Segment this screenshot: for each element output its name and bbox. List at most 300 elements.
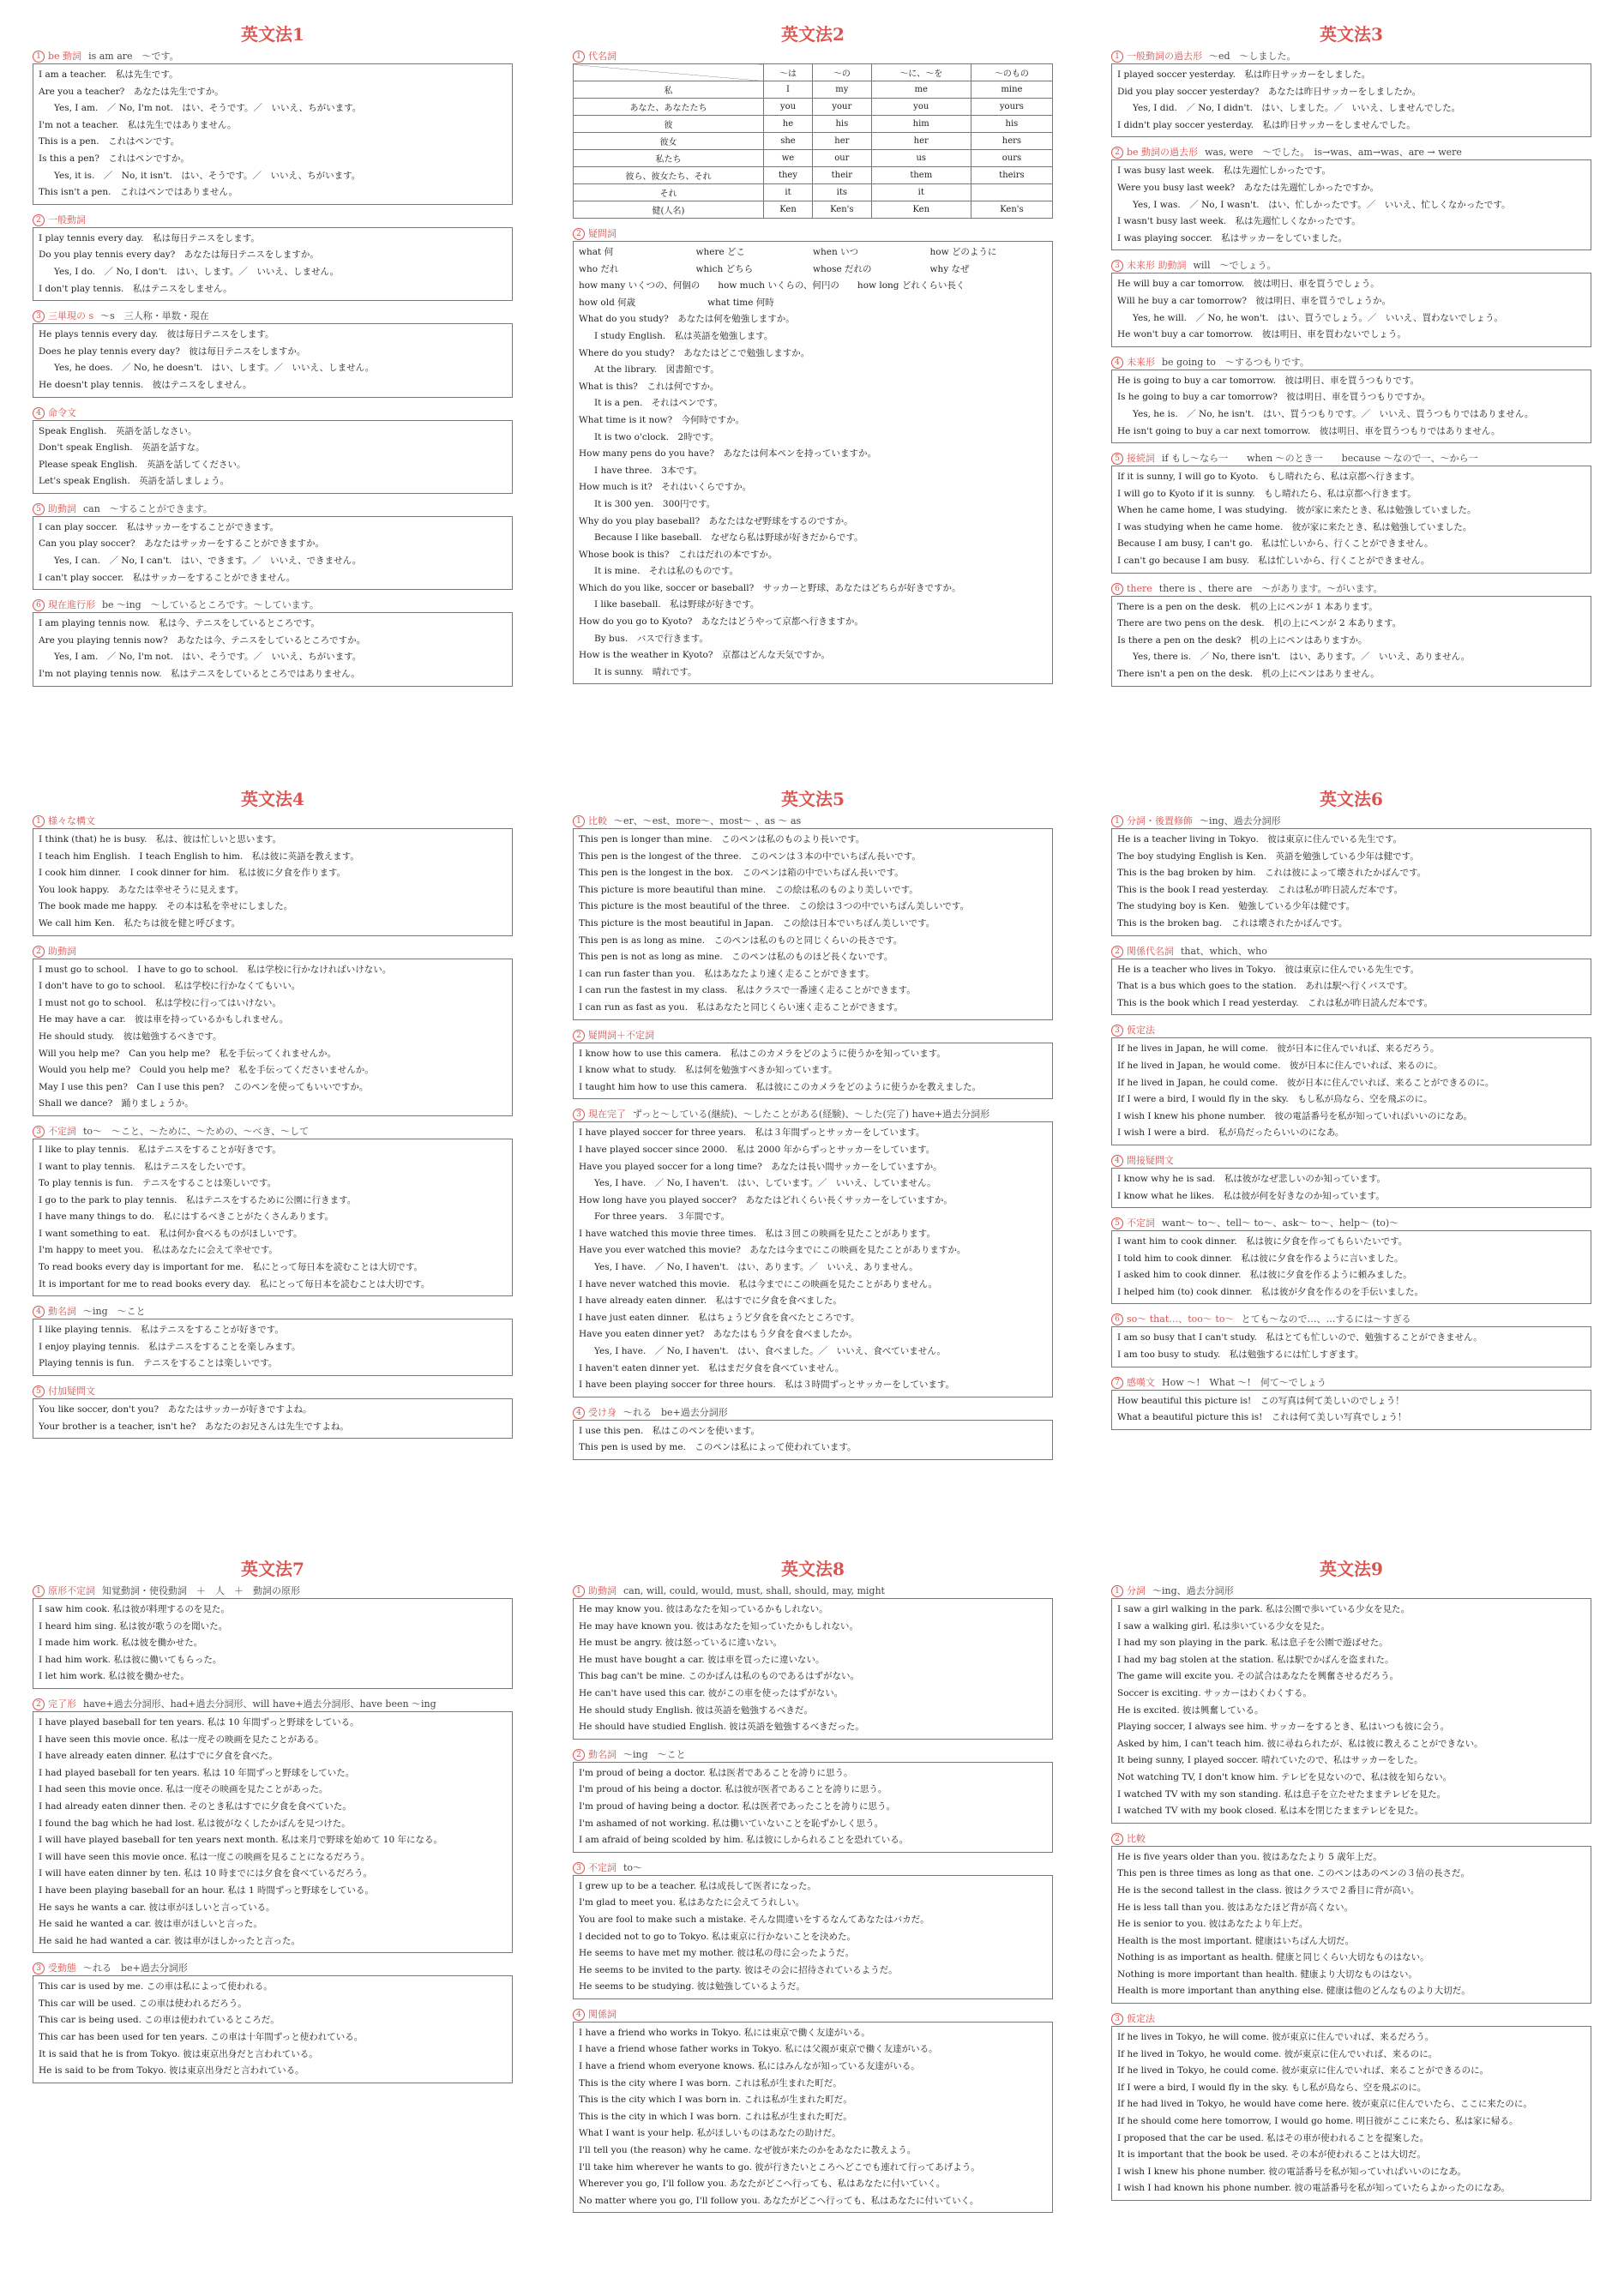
table-cell: あなた、あなたたち xyxy=(574,99,764,116)
section-number: 2 xyxy=(1111,946,1123,958)
sentence-line: I wish I knew his phone number. 彼の電話番号を私が知っていればいいのになあ。 xyxy=(1117,2166,1466,2177)
sentence-line: I am playing tennis now. 私は今、テニスをしているところです。 xyxy=(39,618,320,629)
sentence-line: I had him work. 私は彼に働いてもらった。 xyxy=(39,1654,222,1665)
sentence-line: I have been playing baseball for an hour. 私は 1 時間ずっと野球をしている。 xyxy=(39,1884,374,1896)
grammar-section xyxy=(573,1748,1053,1853)
table-cell: her xyxy=(871,133,971,150)
sentence-line: He is said to be from Tokyo. 彼は東京出身だと言われている。 xyxy=(39,2065,304,2077)
sentence-line: If he lives in Tokyo, he will come. 彼が東京に住んでいれば、来るだろう。 xyxy=(1117,2032,1435,2043)
section-heading xyxy=(573,50,1053,63)
table-cell: 私たち xyxy=(574,150,764,167)
table-cell: theirs xyxy=(971,167,1052,184)
sentence-line: Yes, he does. ／ No, he doesn't. はい、します。／ いいえ、しません。 xyxy=(54,363,375,374)
section-title: 一般動詞 xyxy=(48,213,86,225)
sentence-line: Wherever you go, I'll follow you. あなたがどこへ行っても、私はあなたに付いていく。 xyxy=(579,2179,946,2190)
table-row xyxy=(574,167,1053,184)
table-header-cell: 〜のもの xyxy=(971,64,1052,81)
section-title: 不定詞 xyxy=(588,1861,617,1873)
sentence-line: What is this? これは何ですか。 xyxy=(579,381,719,392)
section-note: 〜ing、過去分詞形 xyxy=(1200,815,1281,826)
sentence-line: If he had lived in Tokyo, he would have come here. 彼が東京に住んでいたら、ここに来たのに。 xyxy=(1117,2099,1532,2110)
table-cell: Ken xyxy=(871,201,971,219)
sentence-line: I have already eaten dinner. 私はすでに夕食を食べました。 xyxy=(579,1295,842,1307)
section-heading xyxy=(33,1125,513,1139)
sentence-line: This is the city in which I was born. これは私が生まれた町だ。 xyxy=(579,2111,852,2122)
sentence-line: I am so busy that I can't study. 私はとても忙しいので、勉強することができません。 xyxy=(1117,1332,1483,1343)
sentence-line: If he lived in Tokyo, he would come. 彼が東京に住んでいれば、来るのに。 xyxy=(1117,2048,1438,2059)
sentence-box xyxy=(33,1398,513,1439)
sentence-line: I have been playing soccer for three hours. 私は３時間ずっとサッカーをしています。 xyxy=(579,1379,954,1391)
sentence-line: This bag can't be mine. このかばんは私のものであるはずがない。 xyxy=(579,1671,859,1682)
sentence-line: He will buy a car tomorrow. 彼は明日、車を買うでしょう。 xyxy=(1117,279,1380,290)
section-heading xyxy=(1111,1024,1591,1037)
section-note: How 〜! What 〜! 何て〜でしょう xyxy=(1162,1376,1326,1388)
sentence-line: How much is it? それはいくらですか。 xyxy=(579,482,752,493)
sentence-line: Your brother is a teacher, isn't he? あなたのお兄さんは先生ですよね。 xyxy=(39,1421,349,1432)
table-header-cell: 〜の xyxy=(813,64,872,81)
section-title: 様々な構文 xyxy=(48,815,95,826)
sentence-line: I can run faster than you. 私はあなたより速く走ることができます。 xyxy=(579,968,875,979)
section-note: is am are 〜です。 xyxy=(88,51,179,62)
sentence-line: Playing soccer, I always see him. サッカーをするとき、私はいつも彼に会う。 xyxy=(1117,1722,1450,1733)
table-row xyxy=(574,184,1053,201)
sentence-line: It is important for me to read books every day. 私にとって毎日本を読むことは大切です。 xyxy=(39,1278,430,1289)
section-title: 受動態 xyxy=(48,1962,76,1974)
sentence-line: I enjoy playing tennis. 私はテニスをすることを楽しみます。 xyxy=(39,1341,301,1352)
sentence-line: This is the book I read yesterday. これは私が昨日読んだ本です。 xyxy=(1117,884,1404,895)
sentence-line: I will go to Kyoto if it is sunny. もし晴れたら、私は京都へ行きます。 xyxy=(1117,488,1416,499)
sentence-line: You look happy. あなたは幸せそうに見えます。 xyxy=(39,884,244,895)
sentence-line: I am a teacher. 私は先生です。 xyxy=(39,69,178,80)
sentence-box xyxy=(33,1139,513,1296)
table-cell: your xyxy=(813,99,872,116)
sentence-box xyxy=(573,1762,1053,1853)
section-note: was, were 〜でした。 is→was、am→was、are → were xyxy=(1205,147,1462,159)
grammar-section xyxy=(33,310,513,397)
sentence-line: You are fool to make such a mistake. そんな間違いをするなんてあなたはバカだ。 xyxy=(579,1914,929,1925)
table-cell: hers xyxy=(971,133,1052,150)
question-word: when いつ xyxy=(813,247,859,257)
grammar-section xyxy=(1111,1024,1591,1145)
section-note: if もし〜なら一 when 〜のとき一 because 〜なので一、〜から一 xyxy=(1162,453,1478,465)
sentence-line: I can't go because I am busy. 私は忙しいから、行くことができません。 xyxy=(1117,556,1430,567)
sentence-line: He is senior to you. 彼はあなたより年上だ。 xyxy=(1117,1919,1308,1930)
sentence-line: Have you eaten dinner yet? あなたはもう夕食を食べましたか。 xyxy=(579,1329,857,1340)
sentence-line: I go to the park to play tennis. 私はテニスをするために公園に行きます。 xyxy=(39,1194,357,1205)
section-number: 4 xyxy=(33,407,45,419)
section-note: 〜er、〜est、more〜、most〜 、as 〜 as xyxy=(614,815,802,826)
table-cell: ours xyxy=(971,150,1052,167)
section-number: 3 xyxy=(573,1862,585,1874)
grammar-section xyxy=(33,502,513,590)
grammar-section xyxy=(1111,356,1591,443)
sentence-line: This is the city where I was born. これは私が生まれた町だ。 xyxy=(579,2077,842,2089)
section-title: 原形不定詞 xyxy=(48,1585,95,1596)
section-heading xyxy=(33,1385,513,1398)
sentence-line: There isn't a pen on the desk. 机の上にペンはありません。 xyxy=(1117,669,1380,680)
sentence-line: How do you go to Kyoto? あなたはどうやって京都へ行きますか。 xyxy=(579,616,863,628)
sentence-line: This picture is the most beautiful in Japan. この絵は日本でいちばん美しいです。 xyxy=(579,917,935,929)
section-heading xyxy=(573,1748,1053,1762)
sentence-line: I told him to cook dinner. 私は彼に夕食を作るように言いました。 xyxy=(1117,1253,1404,1264)
sentence-line: I teach him English. I teach English to him. 私は彼に英語を教えます。 xyxy=(39,850,359,862)
sentence-line: I saw a walking girl. 私は歩いている少女を見た。 xyxy=(1117,1620,1330,1632)
sentence-box xyxy=(33,323,513,397)
grammar-section xyxy=(1111,1376,1591,1430)
sentence-line: I have just eaten dinner. 私はちょうど夕食を食べたところです。 xyxy=(579,1312,860,1323)
sentence-line: Yes, I have. ／ No, I haven't. はい、あります。／ いいえ、ありません。 xyxy=(594,1262,918,1273)
sentence-line: I can run the fastest in my class. 私はクラスで一番速く走ることができます。 xyxy=(579,985,916,996)
sentence-line: Where do you study? あなたはどこで勉強しますか。 xyxy=(579,347,810,358)
section-number: 2 xyxy=(1111,147,1123,159)
sentence-line: I like to play tennis. 私はテニスをすることが好きです。 xyxy=(39,1144,281,1155)
grammar-page-2 xyxy=(573,24,1053,693)
section-number: 3 xyxy=(573,1109,585,1121)
section-note: that、which、who xyxy=(1181,945,1267,957)
table-cell: her xyxy=(813,133,872,150)
sentence-line: I wish I were a bird. 私が鳥だったらいいのになあ。 xyxy=(1117,1127,1344,1139)
table-cell: 彼 xyxy=(574,116,764,133)
section-note: 知覚動詞・使役動詞 ＋ 人 ＋ 動詞の原形 xyxy=(102,1585,300,1596)
sentence-line: I want something to eat. 私は何か食べるものがほしいです。 xyxy=(39,1228,303,1239)
sentence-line: I know how to use this camera. 私はこのカメラをどのように使うかを知っています。 xyxy=(579,1048,946,1059)
sentence-box xyxy=(1111,466,1591,574)
section-note: 〜れる be+過去分詞形 xyxy=(623,1406,728,1418)
section-number: 1 xyxy=(573,51,585,63)
sentence-line: How long have you played soccer? あなたはどれくらい長くサッカーをしていますか。 xyxy=(579,1194,953,1205)
sentence-line: Yes, it is. ／ No, it isn't. はい、そうです。／ いいえ、ちがいます。 xyxy=(54,170,361,181)
section-title: 関係代名詞 xyxy=(1127,945,1174,957)
section-note: to〜 xyxy=(623,1861,643,1873)
sentence-line: What I want is your help. 私がほしいものはあなたの助けだ。 xyxy=(579,2128,841,2139)
table-row xyxy=(574,81,1053,99)
sentence-box xyxy=(33,1319,513,1376)
sentence-line: Does he play tennis every day? 彼は毎日テニスをしますか。 xyxy=(39,346,306,357)
grammar-section xyxy=(573,1861,1053,1999)
table-cell: you xyxy=(763,99,812,116)
sentence-line: I have a friend whose father works in Tokyo. 私には父親が東京で働く友達がいる。 xyxy=(579,2044,938,2055)
section-number: 2 xyxy=(573,1749,585,1761)
sentence-box xyxy=(573,1598,1053,1740)
table-cell: its xyxy=(813,184,872,201)
sentence-line: He said he had wanted a car. 彼は車がほしかったと言った。 xyxy=(39,1935,300,1946)
table-cell: I xyxy=(763,81,812,99)
section-note: 〜れる be+過去分詞形 xyxy=(83,1962,188,1974)
grammar-section xyxy=(1111,1584,1591,1824)
sentence-line: I study English. 私は英語を勉強します。 xyxy=(594,330,773,341)
sentence-line: Whose book is this? これはだれの本ですか。 xyxy=(579,549,778,560)
sentence-line: I had my son playing in the park. 私は息子を公園で遊ばせた。 xyxy=(1117,1638,1388,1649)
section-note: there is 、there are 〜があります。〜がいます。 xyxy=(1158,582,1383,594)
section-number: 2 xyxy=(1111,1833,1123,1845)
sentence-line: He is a teacher living in Tokyo. 彼は東京に住んでいる先生です。 xyxy=(1117,834,1403,844)
sentence-line: Yes, there is. ／ No, there isn't. はい、あります。／ いいえ、ありません。 xyxy=(1133,652,1471,663)
section-heading xyxy=(1111,1376,1591,1390)
sentence-line: If I were a bird, I would fly in the sky. もし私が鳥なら、空を飛ぶのに。 xyxy=(1117,1094,1433,1105)
grammar-page-8 xyxy=(573,1559,1053,2221)
section-number: 1 xyxy=(1111,1585,1123,1597)
sentence-line: Can you play soccer? あなたはサッカーをすることができますか。 xyxy=(39,538,324,550)
sentence-line: The book made me happy. その本は私を幸せにしました。 xyxy=(39,901,293,912)
page-title: 英文法7 xyxy=(241,1559,304,1579)
grammar-section xyxy=(573,1406,1053,1460)
sentence-line: He is going to buy a car tomorrow. 彼は明日、車を買うつもりです。 xyxy=(1117,375,1420,386)
sentence-line: It is two o'clock. 2時です。 xyxy=(594,431,719,442)
section-number: 3 xyxy=(1111,260,1123,272)
sentence-line: I had played baseball for ten years. 私は 10 年間ずっと野球をしていた。 xyxy=(39,1767,355,1778)
section-title: 分詞 xyxy=(1127,1585,1146,1596)
section-number: 6 xyxy=(1111,583,1123,595)
sentence-line: I saw a girl walking in the park. 私は公園で歩いている少女を見た。 xyxy=(1117,1604,1410,1614)
section-note: 〜s 三人称・単数・現在 xyxy=(100,310,209,322)
grammar-section xyxy=(33,598,513,686)
sentence-line: He is a teacher who lives in Tokyo. 彼は東京に住んでいる先生です。 xyxy=(1117,964,1420,975)
sentence-line: What time is it now? 今何時ですか。 xyxy=(579,414,745,425)
page-title: 英文法5 xyxy=(781,789,845,809)
sentence-line: This pen is the longest of the three. このペンは３本の中でいちばん長いです。 xyxy=(579,850,921,862)
page-title: 英文法1 xyxy=(241,24,304,45)
sentence-line: If he lived in Japan, he would come. 彼が日本に住んでいれば、来るのに。 xyxy=(1117,1060,1443,1071)
sentence-line: This is the bag broken by him. これは彼によって壊されたかばんです。 xyxy=(1117,868,1427,879)
table-row xyxy=(574,99,1053,116)
question-word-section xyxy=(573,227,1053,684)
sentence-line: I heard him sing. 私は彼が歌うのを聞いた。 xyxy=(39,1620,228,1632)
sentence-line: I am afraid of being scolded by him. 私は彼にしかられることを恐れている。 xyxy=(579,1835,909,1846)
table-cell: me xyxy=(871,81,971,99)
sentence-line: If it is sunny, I will go to Kyoto. もし晴れたら、私は京都へ行きます。 xyxy=(1117,472,1420,483)
sentence-line: Will he buy a car tomorrow? 彼は明日、車を買うでしょうか。 xyxy=(1117,295,1391,306)
sentence-box xyxy=(573,1875,1053,1999)
sentence-box xyxy=(33,420,513,494)
grammar-section xyxy=(1111,1154,1591,1208)
page-title: 英文法2 xyxy=(781,24,845,45)
table-cell: 彼女 xyxy=(574,133,764,150)
sentence-line: I can't play soccer. 私はサッカーをすることができません。 xyxy=(39,572,296,583)
section-number: 1 xyxy=(33,815,45,827)
sentence-line: At the library. 図書館です。 xyxy=(594,364,719,376)
section-number: 2 xyxy=(573,1030,585,1042)
sentence-line: Nothing is as important as health. 健康と同じくらい大切なものはない。 xyxy=(1117,1952,1429,1963)
sentence-line: If he lives in Japan, he will come. 彼が日本に住んでいれば、来るだろう。 xyxy=(1117,1043,1440,1055)
sentence-line: Which do you like, soccer or baseball? サッカーと野球、あなたはどちらが好きですか。 xyxy=(579,582,961,593)
grammar-page-3 xyxy=(1111,24,1591,695)
section-note: 〜ing 〜こと xyxy=(83,1306,146,1318)
sentence-line: I grew up to be a teacher. 私は成長して医者になった。 xyxy=(579,1880,816,1891)
question-word: how どのように xyxy=(929,247,997,257)
section-number: 3 xyxy=(33,1126,45,1138)
sentence-line: I have played soccer for three years. 私は３年間ずっとサッカーをしています。 xyxy=(579,1127,925,1139)
sentence-line: It is a pen. それはペンです。 xyxy=(594,398,724,409)
sentence-line: Please speak English. 英語を話してください。 xyxy=(39,459,246,470)
section-title: 仮定法 xyxy=(1127,1025,1155,1037)
section-heading xyxy=(573,1108,1053,1121)
sentence-line: I made him work. 私は彼を働かせた。 xyxy=(39,1638,203,1649)
sentence-line: Yes, I am. ／ No, I'm not. はい、そうです。／ いいえ、ちがいます。 xyxy=(54,652,362,663)
sentence-box xyxy=(33,63,513,205)
grammar-section xyxy=(33,1305,513,1376)
sentence-line: When he came home, I was studying. 彼が家に来たとき、私は勉強していました。 xyxy=(1117,505,1477,516)
section-number: 5 xyxy=(33,503,45,515)
sentence-line: You like soccer, don't you? あなたはサッカーが好きですよね。 xyxy=(39,1404,312,1415)
table-cell: their xyxy=(813,167,872,184)
sentence-line: He should have studied English. 彼は英語を勉強するべきだった。 xyxy=(579,1722,864,1733)
sentence-line: Speak English. 英語を話しなさい。 xyxy=(39,425,197,436)
sentence-line: He may know you. 彼はあなたを知っているかもしれない。 xyxy=(579,1604,828,1614)
section-number: 1 xyxy=(33,1585,45,1597)
sentence-box xyxy=(573,828,1053,1020)
section-title: 助動詞 xyxy=(48,945,76,957)
table-row xyxy=(574,201,1053,219)
section-title: 付加疑問文 xyxy=(48,1385,95,1397)
section-number: 3 xyxy=(1111,2013,1123,2025)
grammar-page-9 xyxy=(1111,1559,1591,2209)
sentence-line: If he lived in Japan, he could come. 彼が日本に住んでいれば、来ることができるのに。 xyxy=(1117,1077,1495,1088)
sentence-box xyxy=(573,1121,1053,1397)
sentence-line: He isn't going to buy a car next tomorrow. 彼は明日、車を買うつもりではありません。 xyxy=(1117,425,1501,436)
sentence-line: Is there a pen on the desk? 机の上にペンはありますか。 xyxy=(1117,634,1368,646)
sentence-line: He must be angry. 彼は怒っているに違いない。 xyxy=(579,1638,783,1649)
grammar-section xyxy=(33,50,513,205)
grammar-section xyxy=(1111,1832,1591,2004)
section-title: 感嘆文 xyxy=(1127,1376,1155,1388)
sentence-line: I have a friend who works in Tokyo. 私には東京で働く友達がいる。 xyxy=(579,2027,870,2038)
section-number: 3 xyxy=(33,310,45,322)
sentence-box xyxy=(573,241,1053,684)
section-title: 仮定法 xyxy=(1127,2013,1155,2025)
sentence-line: I played soccer yesterday. 私は昨日サッカーをしました。 xyxy=(1117,69,1371,80)
sentence-line: I'm not playing tennis now. 私はテニスをしているところではありません。 xyxy=(39,669,360,680)
sentence-line: Are you playing tennis now? あなたは今、テニスをしているところですか。 xyxy=(39,634,366,646)
table-cell: Ken's xyxy=(813,201,872,219)
sentence-line: I have three. 3本です。 xyxy=(594,465,703,476)
sentence-line: I let him work. 私は彼を働かせた。 xyxy=(39,1671,189,1682)
sentence-line: I decided not to go to Tokyo. 私は東京に行かないことを決めた。 xyxy=(579,1931,857,1942)
sentence-box xyxy=(1111,370,1591,443)
section-note: want〜 to〜、tell〜 to〜、ask〜 to〜、help〜 (to)〜 xyxy=(1162,1217,1399,1229)
table-row xyxy=(574,116,1053,133)
sentence-line: If he lived in Tokyo, he could come. 彼が東京に住んでいれば、来ることができるのに。 xyxy=(1117,2065,1489,2077)
sentence-line: Is he going to buy a car tomorrow? 彼は明日、車を買うつもりですか。 xyxy=(1117,392,1431,403)
sentence-line: Asked by him, I can't teach him. 彼に尋ねられたが、私は彼に教えることができない。 xyxy=(1117,1738,1483,1749)
sentence-line: I'm glad to meet you. 私はあなたに会えてうれしい。 xyxy=(579,1897,805,1908)
sentence-line: Yes, I do. ／ No, I don't. はい、します。／ いいえ、しません。 xyxy=(54,266,340,277)
sentence-line: He said he wanted a car. 彼は車がほしいと言った。 xyxy=(39,1919,262,1930)
section-number: 5 xyxy=(33,1385,45,1397)
page-title: 英文法4 xyxy=(241,789,304,809)
section-number: 4 xyxy=(573,2009,585,2021)
table-cell: Ken xyxy=(763,201,812,219)
question-word: which どちら xyxy=(695,263,754,274)
sentence-line: Have you ever watched this movie? あなたは今までにこの映画を見たことがありますか。 xyxy=(579,1245,966,1256)
table-cell: him xyxy=(871,116,971,133)
section-title: 疑問詞 xyxy=(588,228,617,239)
sentence-line: This car has been used for ten years. この車は十年間ずっと使われている。 xyxy=(39,2032,364,2043)
table-row xyxy=(574,150,1053,167)
section-note: will 〜でしょう。 xyxy=(1193,260,1277,272)
sentence-line: I was studying when he came home. 彼が家に来たとき、私は勉強していました。 xyxy=(1117,521,1472,532)
section-heading xyxy=(33,1962,513,1975)
section-heading xyxy=(1111,146,1591,159)
section-number: 5 xyxy=(1111,1217,1123,1229)
grammar-section xyxy=(33,1584,513,1689)
section-title: 関係詞 xyxy=(588,2008,617,2020)
grammar-section xyxy=(33,1962,513,2083)
grammar-section xyxy=(1111,814,1591,936)
sentence-line: He seems to be invited to the party. 彼はその会に招待されているようだ。 xyxy=(579,1964,898,1975)
section-title: be 動詞 xyxy=(48,51,82,62)
section-heading xyxy=(573,1406,1053,1420)
section-number: 2 xyxy=(33,946,45,958)
grammar-section xyxy=(1111,1313,1591,1367)
sentence-line: I wish I had known his phone number. 彼の電話番号を私が知っていたらよかったのになあ。 xyxy=(1117,2183,1510,2194)
sentence-line: He should study English. 彼は英語を勉強するべきだ。 xyxy=(579,1704,813,1716)
sentence-line: I will have eaten dinner by ten. 私は 10 時までには夕食を食べているだろう。 xyxy=(39,1868,372,1879)
section-title: be 動詞の過去形 xyxy=(1127,147,1199,159)
sentence-line: Not watching TV, I don't know him. テレビを見ないので、私は彼を知らない。 xyxy=(1117,1771,1453,1782)
sentence-line: Yes, he is. ／ No, he isn't. はい、買うつもりです。／ いいえ、買うつもりではありません。 xyxy=(1133,408,1534,419)
section-title: 比較 xyxy=(588,815,607,826)
sentence-line: He can't have used this car. 彼がこの車を使ったはずがない。 xyxy=(579,1687,844,1698)
section-title: 接続詞 xyxy=(1127,453,1155,465)
sentence-line: What a beautiful picture this is! これは何て美しい写真でしょう！ xyxy=(1117,1412,1407,1423)
table-header-cell: 〜は xyxy=(763,64,812,81)
section-note: be 〜ing 〜しているところです。〜しています。 xyxy=(102,599,319,611)
sentence-line: There are two pens on the desk. 机の上にペンが 2 本あります。 xyxy=(1117,618,1402,629)
sentence-line: Yes, I have. ／ No, I haven't. はい、しています。／ いいえ、していません。 xyxy=(594,1178,936,1189)
grammar-page-6 xyxy=(1111,789,1591,1439)
grammar-section xyxy=(33,814,513,936)
sentence-line: Yes, I can. ／ No, I can't. はい、できます。／ いいえ、できません。 xyxy=(54,556,362,567)
section-note: can 〜することができます。 xyxy=(83,502,213,514)
sentence-box xyxy=(1111,1037,1591,1145)
sentence-line: Do you play tennis every day? あなたは毎日テニスをしますか。 xyxy=(39,249,319,261)
sentence-line: I must go to school. I have to go to school. 私は学校に行かなければいけない。 xyxy=(39,964,392,975)
sentence-line: I play tennis every day. 私は毎日テニスをします。 xyxy=(39,232,260,243)
grammar-section xyxy=(573,1108,1053,1397)
sentence-box xyxy=(573,1420,1053,1460)
sentence-line: Will you help me? Can you help me? 私を手伝ってくれませんか。 xyxy=(39,1048,337,1059)
sentence-line: He must have bought a car. 彼は車を買ったに違いない。 xyxy=(579,1654,825,1665)
sentence-line: How is the weather in Kyoto? 京都はどんな天気ですか。 xyxy=(579,650,830,661)
sentence-line: Nothing is more important than health. 健康より大切なものはない。 xyxy=(1117,1968,1417,1980)
sentence-line: Because I like baseball. なぜなら私は野球が好きだからです。 xyxy=(594,532,863,544)
grammar-section xyxy=(1111,945,1591,1016)
page-title: 英文法6 xyxy=(1320,789,1383,809)
sentence-box xyxy=(1111,1390,1591,1430)
sentence-box xyxy=(33,227,513,301)
sentence-line: Yes, he will. ／ No, he won't. はい、買うでしょう。／ いいえ、買わないでしょう。 xyxy=(1133,312,1503,323)
sentence-line: I have a friend whom everyone knows. 私にはみんなが知っている友達がいる。 xyxy=(579,2061,920,2072)
sentence-line: The boy studying English is Ken. 英語を勉強している少年は健です。 xyxy=(1117,850,1419,862)
sentence-line: Are you a teacher? あなたは先生ですか。 xyxy=(39,86,224,97)
sentence-line: This is the city which I was born in. これは私が生まれた町だ。 xyxy=(579,2095,852,2106)
section-title: 助動詞 xyxy=(588,1585,617,1596)
sentence-line: I wish I knew his phone number. 彼の電話番号を私が知っていればいいのになあ。 xyxy=(1117,1110,1473,1121)
sentence-line: I don't play tennis. 私はテニスをしません。 xyxy=(39,283,232,294)
sentence-line: I'm proud of his being a doctor. 私は彼が医者であることを誇りに思う。 xyxy=(579,1784,887,1795)
sentence-line: I can run as fast as you. 私はあなたと同じくらい速く走ることができます。 xyxy=(579,1001,904,1013)
section-title: 現在完了 xyxy=(588,1109,626,1121)
sentence-line: how old 何歳 what time 何時 xyxy=(579,297,774,308)
sentence-box xyxy=(1111,159,1591,250)
grammar-section xyxy=(1111,2012,1591,2201)
section-number: 3 xyxy=(33,1962,45,1974)
section-heading xyxy=(33,213,513,227)
section-heading xyxy=(1111,1154,1591,1168)
sentence-line: I saw him cook. 私は彼が料理するのを見た。 xyxy=(39,1604,230,1614)
section-heading xyxy=(1111,356,1591,370)
sentence-box xyxy=(1111,1326,1591,1367)
